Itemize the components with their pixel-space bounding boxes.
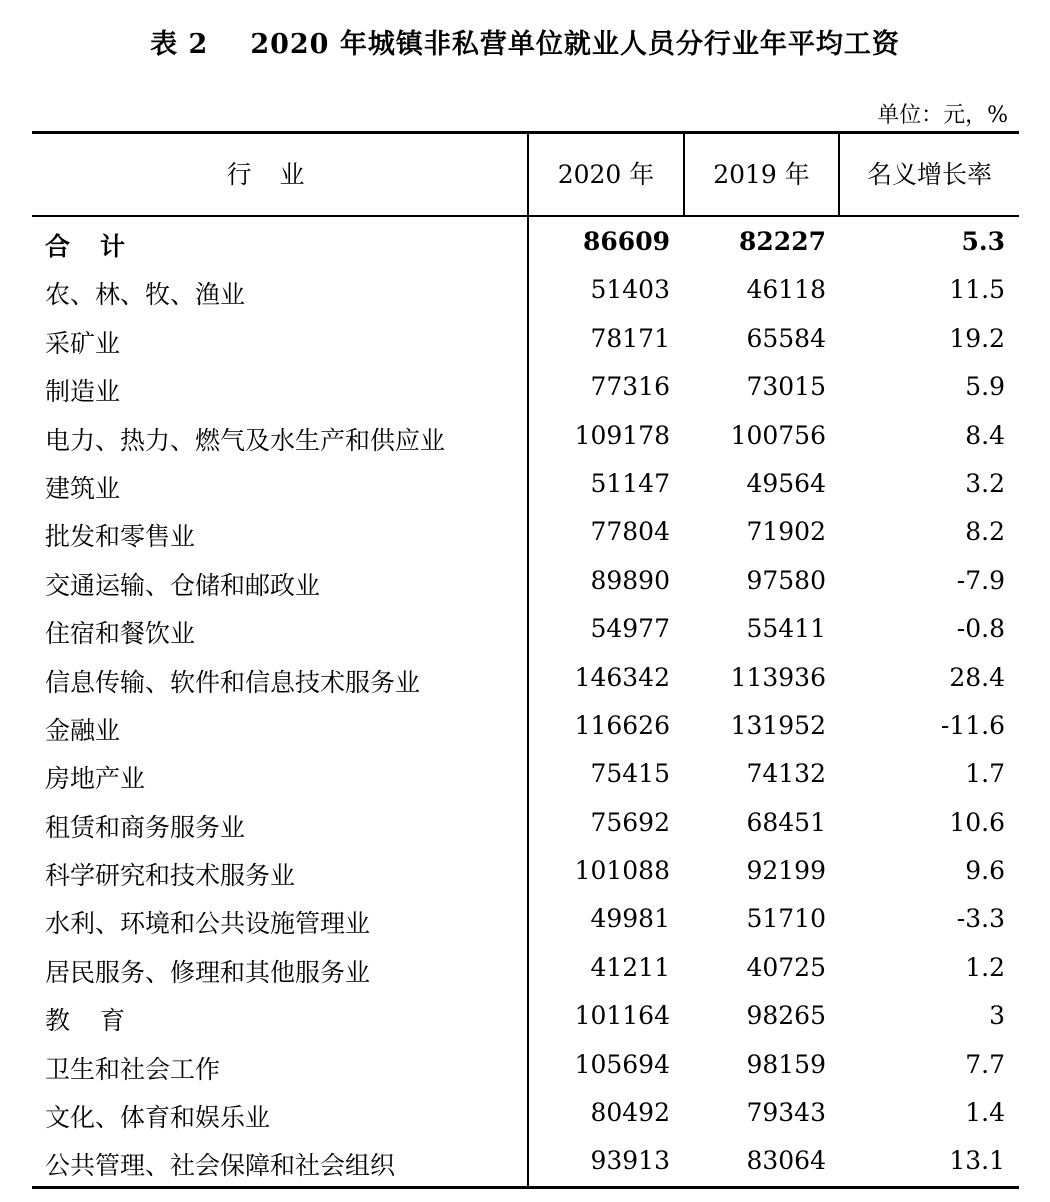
- growth-rate: 7.7: [965, 1049, 1005, 1079]
- table-number: 表 2: [150, 29, 209, 60]
- table-row: [32, 896, 1019, 944]
- industry-name: 合计: [45, 232, 156, 261]
- value-2020: 41211: [590, 952, 670, 982]
- table-body: [32, 219, 1019, 1187]
- growth-rate: 5.3: [961, 227, 1005, 256]
- industry-name: 信息传输、软件和信息技术服务业: [45, 667, 421, 697]
- value-2020: 75415: [590, 759, 670, 789]
- value-2019: 68451: [746, 807, 826, 837]
- growth-rate: -3.3: [956, 904, 1005, 934]
- industry-name: 公共管理、社会保障和社会组织: [45, 1151, 396, 1181]
- industry-name: 房地产业: [45, 764, 146, 794]
- value-2019: 131952: [730, 710, 826, 740]
- table-row: [32, 413, 1019, 461]
- table-row: [32, 751, 1019, 799]
- table-row: [32, 945, 1019, 993]
- value-2020: 146342: [574, 662, 670, 692]
- header-industry: 行业: [226, 160, 333, 189]
- table-row: [32, 1090, 1019, 1138]
- growth-rate: 13.1: [949, 1146, 1005, 1176]
- header-2019: 2019 年: [713, 160, 810, 189]
- growth-rate: 1.2: [965, 952, 1005, 982]
- table-title: [0, 22, 1050, 61]
- growth-rate: 9.6: [965, 856, 1005, 886]
- value-2020: 78171: [590, 323, 670, 353]
- industry-name: 建筑业: [45, 473, 121, 503]
- table-row: [32, 461, 1019, 509]
- table-row: [32, 993, 1019, 1041]
- header-rule: [32, 215, 1019, 217]
- growth-rate: -7.9: [956, 565, 1005, 595]
- industry-name: 采矿业: [45, 328, 121, 358]
- industry-name: 农、林、牧、渔业: [45, 280, 246, 310]
- growth-rate: -0.8: [956, 614, 1005, 644]
- value-2019: 40725: [746, 952, 826, 982]
- value-2020: 86609: [583, 227, 670, 256]
- industry-name: 制造业: [45, 377, 121, 407]
- industry-name: 水利、环境和公共设施管理业: [45, 909, 371, 939]
- value-2020: 80492: [590, 1098, 670, 1128]
- table-row: [32, 316, 1019, 364]
- growth-rate: 28.4: [949, 662, 1005, 692]
- table-row: [32, 800, 1019, 848]
- industry-name: 教育: [45, 1006, 156, 1036]
- industry-name: 交通运输、仓储和邮政业: [45, 570, 321, 600]
- table-row: [32, 1042, 1019, 1090]
- table-row: [32, 655, 1019, 703]
- unit-note: 单位：元，%: [877, 103, 1008, 128]
- value-2020: 105694: [574, 1049, 670, 1079]
- industry-name: 电力、热力、燃气及水生产和供应业: [45, 425, 446, 455]
- value-2019: 46118: [746, 275, 826, 305]
- value-2019: 71902: [746, 517, 826, 547]
- value-2020: 116626: [574, 710, 670, 740]
- value-2020: 51403: [590, 275, 670, 305]
- industry-name: 住宿和餐饮业: [45, 619, 196, 649]
- industry-name: 租赁和商务服务业: [45, 812, 246, 842]
- value-2019: 55411: [746, 614, 826, 644]
- table-row: [32, 558, 1019, 606]
- growth-rate: 19.2: [949, 323, 1005, 353]
- value-2020: 77804: [590, 517, 670, 547]
- value-2020: 101088: [574, 856, 670, 886]
- value-2020: 93913: [590, 1146, 670, 1176]
- industry-name: 居民服务、修理和其他服务业: [45, 957, 371, 987]
- value-2019: 74132: [746, 759, 826, 789]
- growth-rate: 11.5: [949, 275, 1005, 305]
- growth-rate: -11.6: [940, 710, 1005, 740]
- header-growth-rate: 名义增长率: [866, 160, 992, 189]
- value-2020: 51147: [590, 468, 670, 498]
- value-2020: 77316: [590, 372, 670, 402]
- value-2019: 113936: [730, 662, 826, 692]
- table-row: [32, 509, 1019, 557]
- growth-rate: 8.4: [965, 420, 1005, 450]
- value-2019: 82227: [739, 227, 826, 256]
- value-2019: 97580: [746, 565, 826, 595]
- growth-rate: 3.2: [965, 468, 1005, 498]
- value-2019: 49564: [746, 468, 826, 498]
- value-2020: 75692: [590, 807, 670, 837]
- value-2019: 98159: [746, 1049, 826, 1079]
- growth-rate: 8.2: [965, 517, 1005, 547]
- industry-name: 文化、体育和娱乐业: [45, 1103, 271, 1133]
- table-caption: 2020 年城镇非私营单位就业人员分行业年平均工资: [250, 29, 900, 60]
- industry-name: 卫生和社会工作: [45, 1054, 221, 1084]
- growth-rate: 10.6: [949, 807, 1005, 837]
- industry-name: 批发和零售业: [45, 522, 196, 552]
- value-2020: 101164: [574, 1001, 670, 1031]
- value-2019: 92199: [746, 856, 826, 886]
- value-2019: 98265: [746, 1001, 826, 1031]
- value-2020: 89890: [590, 565, 670, 595]
- table-row: [32, 606, 1019, 654]
- growth-rate: 1.4: [965, 1098, 1005, 1128]
- total-row: [32, 219, 1019, 267]
- table-row: [32, 848, 1019, 896]
- value-2020: 49981: [590, 904, 670, 934]
- value-2019: 65584: [746, 323, 826, 353]
- industry-name: 金融业: [45, 715, 121, 745]
- value-2019: 51710: [746, 904, 826, 934]
- value-2020: 109178: [574, 420, 670, 450]
- value-2019: 73015: [746, 372, 826, 402]
- table-row: [32, 1138, 1019, 1186]
- growth-rate: 3: [989, 1001, 1005, 1031]
- header-2020: 2020 年: [557, 160, 655, 189]
- table-row: [32, 267, 1019, 315]
- table-row: [32, 703, 1019, 751]
- growth-rate: 5.9: [965, 372, 1005, 402]
- value-2020: 54977: [590, 614, 670, 644]
- value-2019: 79343: [746, 1098, 826, 1128]
- industry-name: 科学研究和技术服务业: [45, 861, 296, 891]
- table-row: [32, 364, 1019, 412]
- value-2019: 83064: [746, 1146, 826, 1176]
- growth-rate: 1.7: [965, 759, 1005, 789]
- value-2019: 100756: [730, 420, 826, 450]
